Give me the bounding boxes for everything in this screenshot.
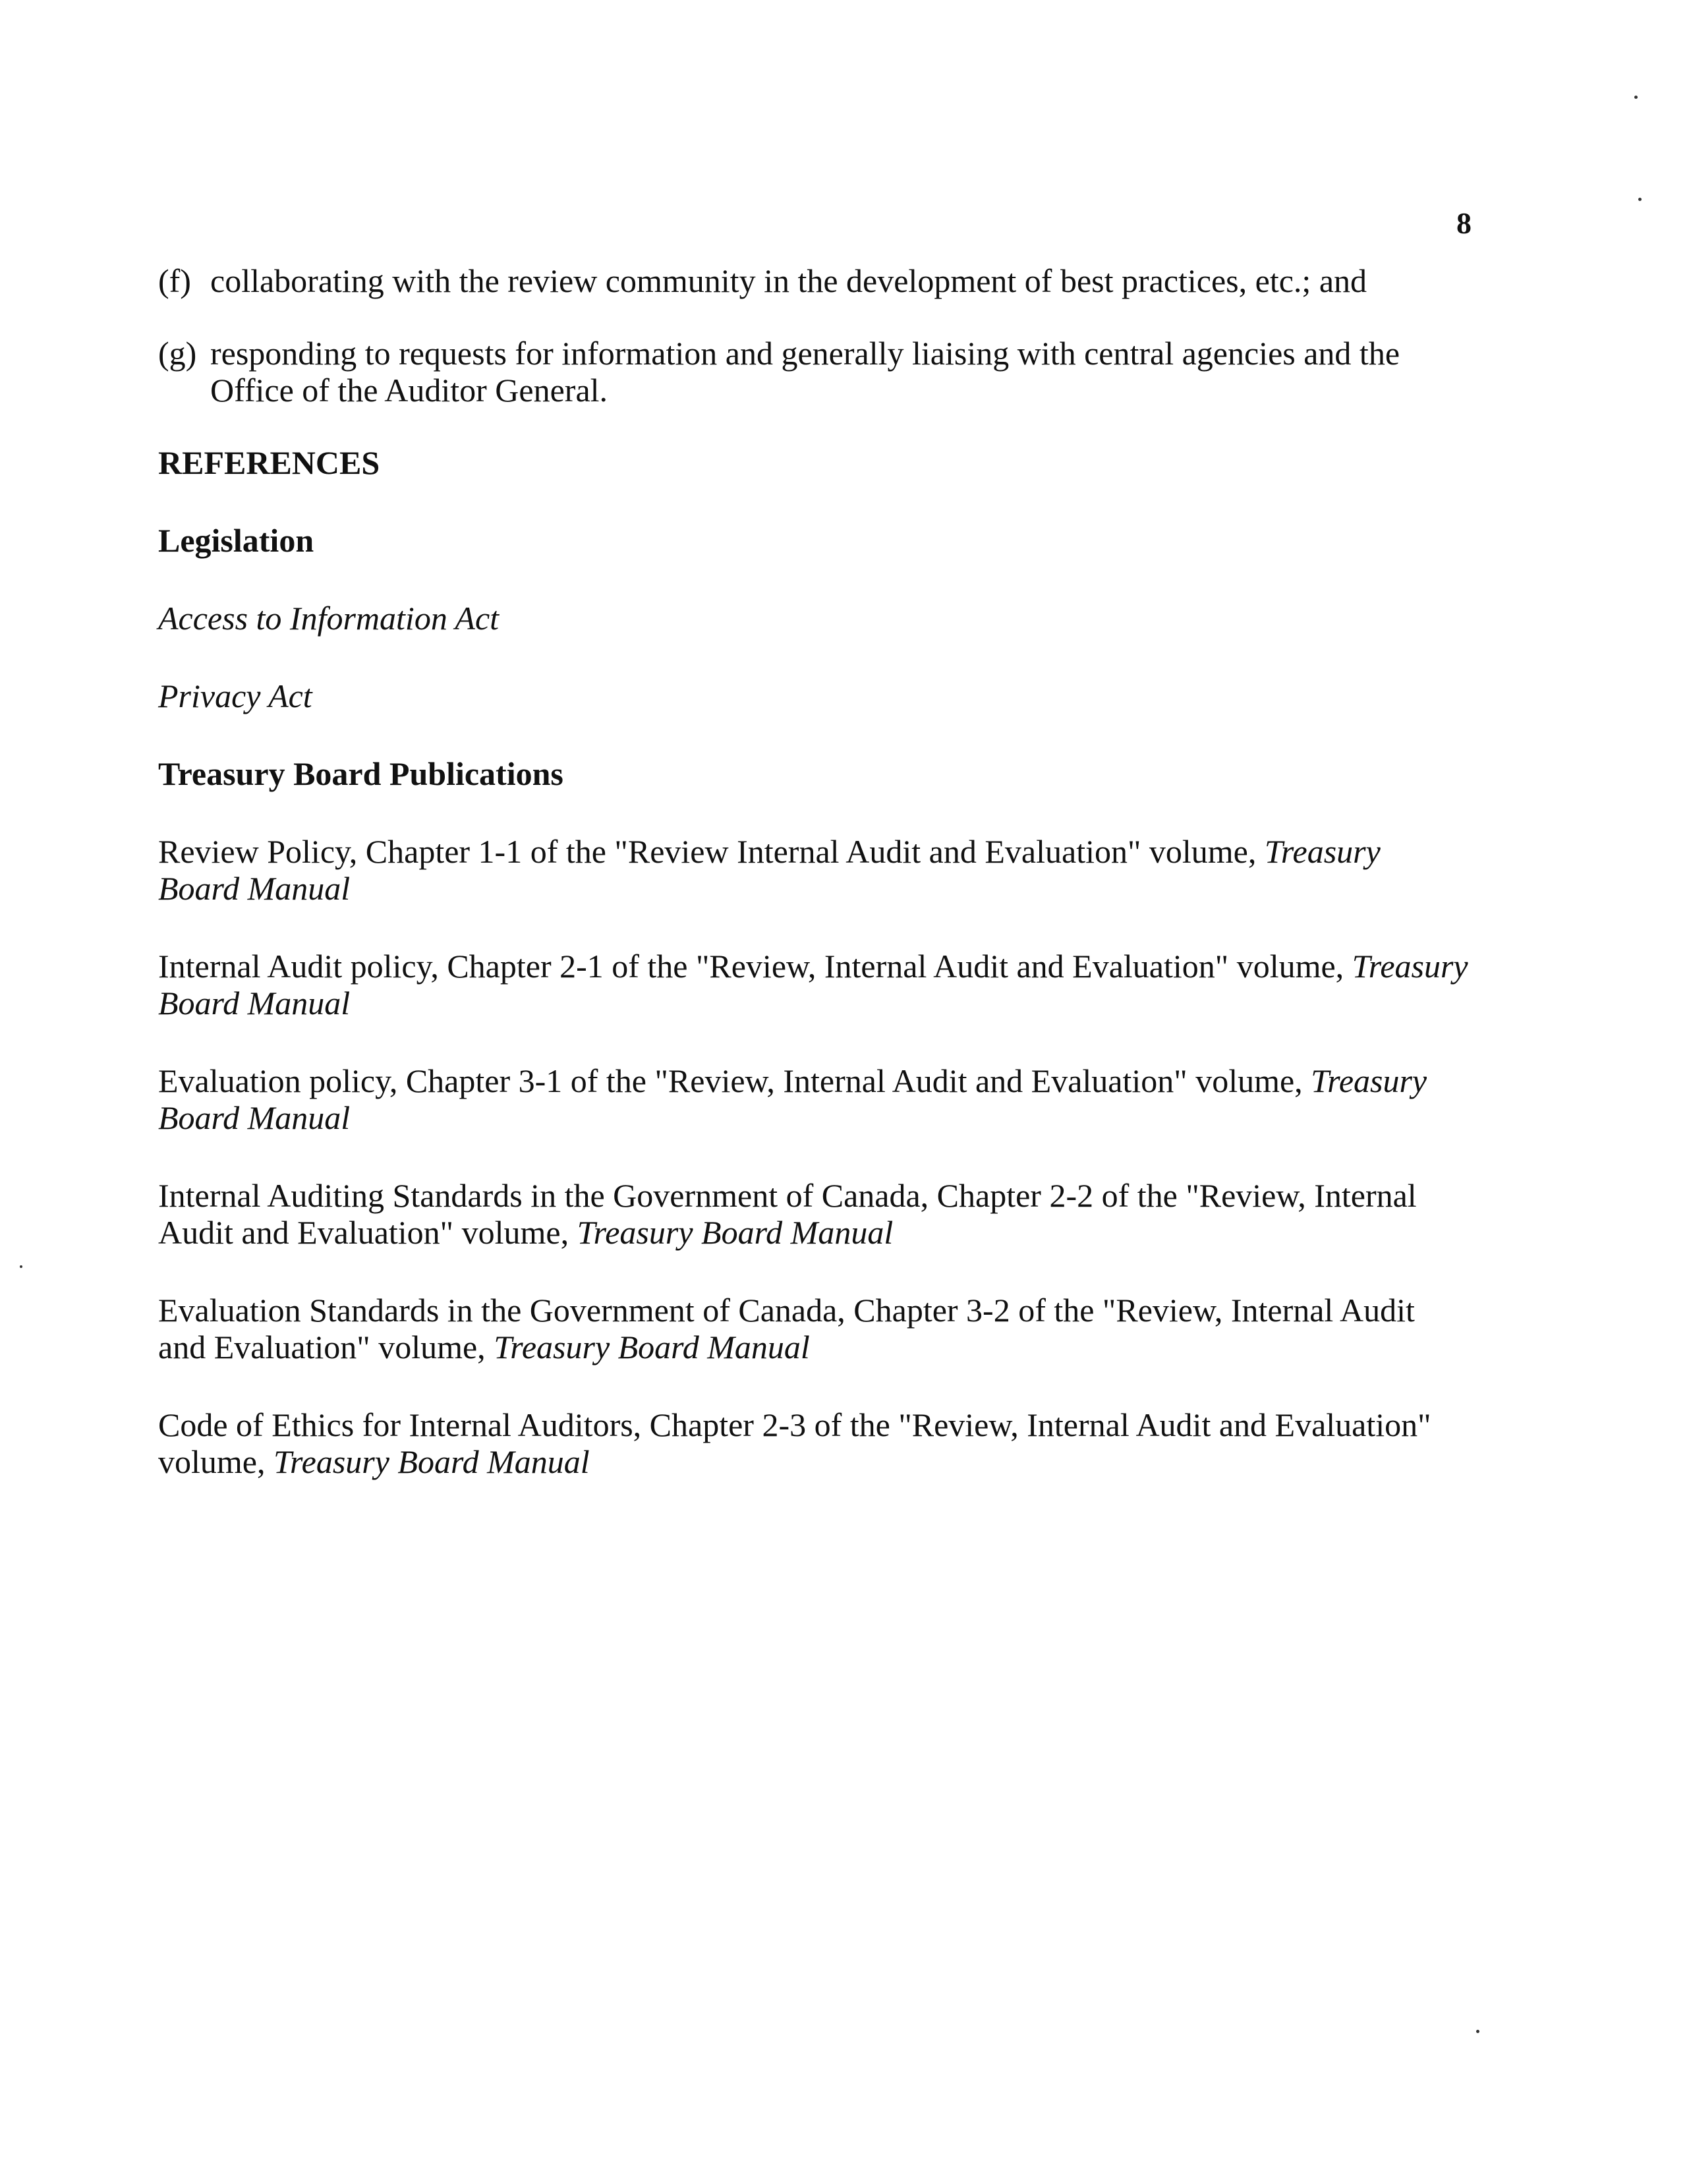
- scan-speck: [1476, 2030, 1479, 2033]
- scan-speck: [20, 1265, 22, 1268]
- publication-text: Internal Audit policy, Chapter 2-1 of the "Review, Internal Audit and Evaluation" volume,: [158, 948, 1352, 985]
- publications-heading: Treasury Board Publications: [158, 755, 563, 792]
- publication-entry: [158, 1062, 1470, 1136]
- list-item-g: [158, 335, 1483, 409]
- publication-title: Treasury Board Manual: [158, 833, 1381, 907]
- publication-title: Treasury Board Manual: [273, 1443, 590, 1480]
- list-item-f: [158, 262, 1483, 299]
- publication-entry: [158, 1177, 1470, 1251]
- publication-title: Treasury Board Manual: [158, 1062, 1427, 1136]
- list-item-text: collaborating with the review community in the development of best practices, etc.; and: [210, 262, 1367, 299]
- publication-entry: [158, 1406, 1470, 1480]
- page-number: 8: [1456, 206, 1472, 240]
- list-marker: (f): [158, 262, 191, 299]
- publication-text: Evaluation policy, Chapter 3-1 of the "Review, Internal Audit and Evaluation" volume,: [158, 1062, 1311, 1099]
- publication-entry: [158, 1292, 1470, 1365]
- legislation-item: Access to Information Act: [158, 600, 500, 637]
- publication-title: Treasury Board Manual: [158, 948, 1468, 1021]
- legislation-heading: Legislation: [158, 522, 314, 559]
- scan-speck: [1638, 198, 1642, 201]
- list-marker: (g): [158, 335, 197, 372]
- list-item-text: responding to requests for information and generally liaising with central agencies and the Office of the Auditor General.: [210, 335, 1400, 409]
- publication-text: Internal Auditing Standards in the Government of Canada, Chapter 2-2 of the "Review, Internal Audit and Evaluation" volume,: [158, 1177, 1417, 1251]
- references-heading: REFERENCES: [158, 444, 380, 481]
- publication-text: Code of Ethics for Internal Auditors, Chapter 2-3 of the "Review, Internal Audit and Evaluation" volume,: [158, 1406, 1431, 1480]
- document-body: [158, 262, 1483, 1521]
- publication-title: Treasury Board Manual: [577, 1214, 894, 1251]
- publication-text: Review Policy, Chapter 1-1 of the "Review Internal Audit and Evaluation" volume,: [158, 833, 1265, 870]
- legislation-item: Privacy Act: [158, 677, 312, 714]
- publication-text: Evaluation Standards in the Government of Canada, Chapter 3-2 of the "Review, Internal Audit and Evaluation" volume,: [158, 1292, 1415, 1365]
- publication-title: Treasury Board Manual: [494, 1329, 810, 1365]
- publication-entry: [158, 833, 1470, 907]
- publication-entry: [158, 948, 1470, 1021]
- scan-speck: [1634, 96, 1638, 99]
